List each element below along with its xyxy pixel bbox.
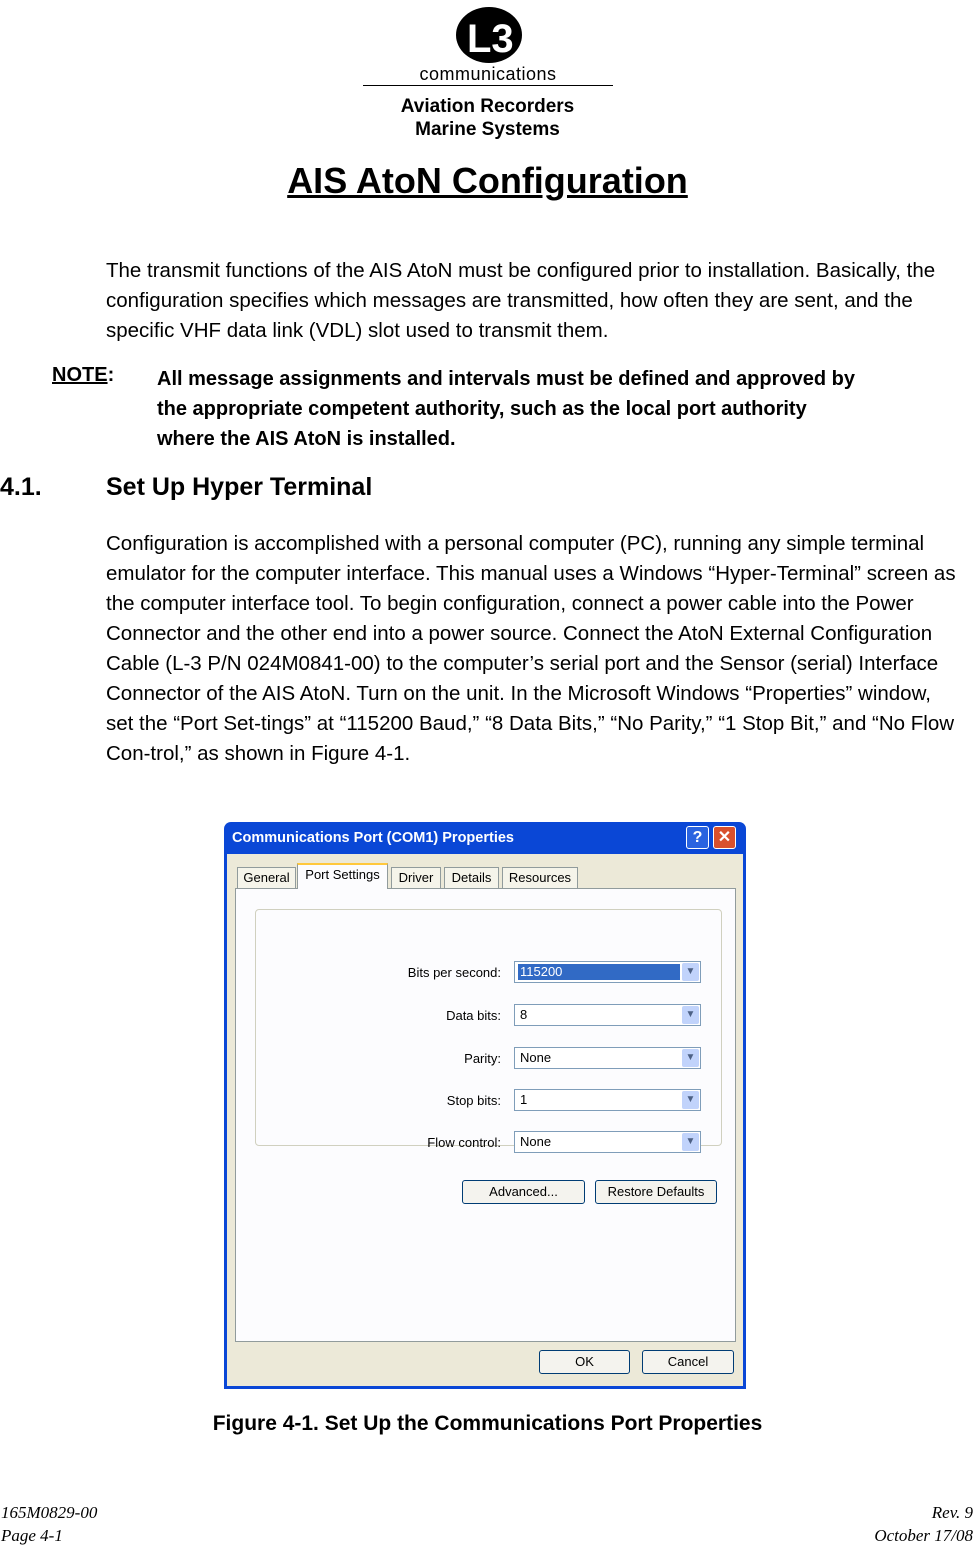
doc-number: 165M0829-00 — [1, 1503, 98, 1522]
section-number: 4.1. — [0, 473, 42, 501]
close-button[interactable]: ✕ — [713, 826, 736, 849]
help-button[interactable]: ? — [686, 826, 709, 849]
tab-general[interactable]: General — [237, 867, 296, 888]
page-title: AIS AtoN Configuration — [287, 160, 688, 201]
parity-label: Parity: — [464, 1051, 501, 1066]
l3-logo — [455, 6, 523, 64]
logo-rule — [363, 85, 613, 86]
chevron-down-icon[interactable]: ▼ — [682, 1049, 699, 1067]
revision-date: October 17/08 — [874, 1526, 973, 1545]
logo-wordmark: communications — [419, 64, 557, 84]
bits-per-second-value: 115200 — [518, 964, 680, 980]
advanced-button[interactable]: Advanced... — [462, 1180, 585, 1204]
stop-bits-label: Stop bits: — [446, 1093, 501, 1108]
chevron-down-icon[interactable]: ▼ — [682, 1133, 699, 1151]
dialog-body — [227, 854, 743, 1386]
revision: Rev. 9 — [931, 1503, 973, 1522]
flow-control-value: None — [520, 1134, 552, 1149]
stop-bits-value: 1 — [520, 1092, 528, 1107]
division-line-1: Aviation Recorders — [400, 96, 575, 117]
chevron-down-icon[interactable]: ▼ — [682, 963, 699, 981]
parity-value: None — [520, 1050, 552, 1065]
logo-mark: L3 — [467, 17, 514, 61]
note-text: All message assignments and intervals must be defined and approved by the appropriate competent authority, such as the local port authority where the AIS AtoN is installed. — [157, 368, 855, 450]
tab-port-settings[interactable]: Port Settings — [297, 863, 388, 889]
tab-resources[interactable]: Resources — [502, 867, 578, 888]
tab-details[interactable]: Details — [444, 867, 499, 888]
port-settings-panel — [235, 888, 736, 1342]
chevron-down-icon[interactable]: ▼ — [682, 1091, 699, 1109]
tab-driver[interactable]: Driver — [391, 867, 441, 888]
chevron-down-icon[interactable]: ▼ — [682, 1006, 699, 1024]
figure-caption: Figure 4-1. Set Up the Communications Port Properties — [212, 1412, 763, 1435]
ok-button[interactable]: OK — [539, 1350, 630, 1374]
data-bits-select[interactable] — [514, 1004, 701, 1026]
stop-bits-select[interactable] — [514, 1089, 701, 1111]
section-title: Set Up Hyper Terminal — [106, 473, 373, 501]
com-port-properties-dialog — [224, 822, 746, 1389]
bits-per-second-label: Bits per second: — [407, 965, 501, 980]
restore-defaults-button[interactable]: Restore Defaults — [595, 1180, 717, 1204]
division-line-2: Marine Systems — [415, 119, 560, 140]
cancel-button[interactable]: Cancel — [642, 1350, 734, 1374]
data-bits-label: Data bits: — [446, 1008, 501, 1023]
bits-per-second-select[interactable] — [514, 961, 701, 983]
data-bits-value: 8 — [520, 1007, 528, 1022]
page-number: Page 4-1 — [1, 1526, 63, 1545]
note-label: NOTE: — [52, 364, 115, 386]
flow-control-select[interactable] — [514, 1131, 701, 1153]
parity-select[interactable] — [514, 1047, 701, 1069]
flow-control-label: Flow control: — [427, 1135, 501, 1150]
dialog-title: Communications Port (COM1) Properties — [232, 830, 514, 846]
section-body: Configuration is accomplished with a personal computer (PC), running any simple terminal emulator for the computer interface. This manual uses a Windows “Hyper-Terminal” screen as the computer interface tool. To begin configuration, connect a power cable into the Power Connector and the other end into a power source. Connect the AtoN External Configuration Cable (L-3 P/N 024M0841-00) to the computer’s serial port and the Sensor (serial) Interface Connector of the AIS AtoN. Turn on the unit. In the Microsoft Windows “Properties” window, set the “Port Set-tings” at “115200 Baud,” “8 Data Bits,” “No Parity,” “1 Stop Bit,” and “No Flow Con-trol,” as shown in Figure 4-1. — [106, 532, 956, 765]
intro-paragraph: The transmit functions of the AIS AtoN must be configured prior to installation. Basically, the configuration specifies which messages are transmitted, how often they are sent, and the specific VHF data link (VDL) slot used to transmit them. — [106, 259, 936, 342]
